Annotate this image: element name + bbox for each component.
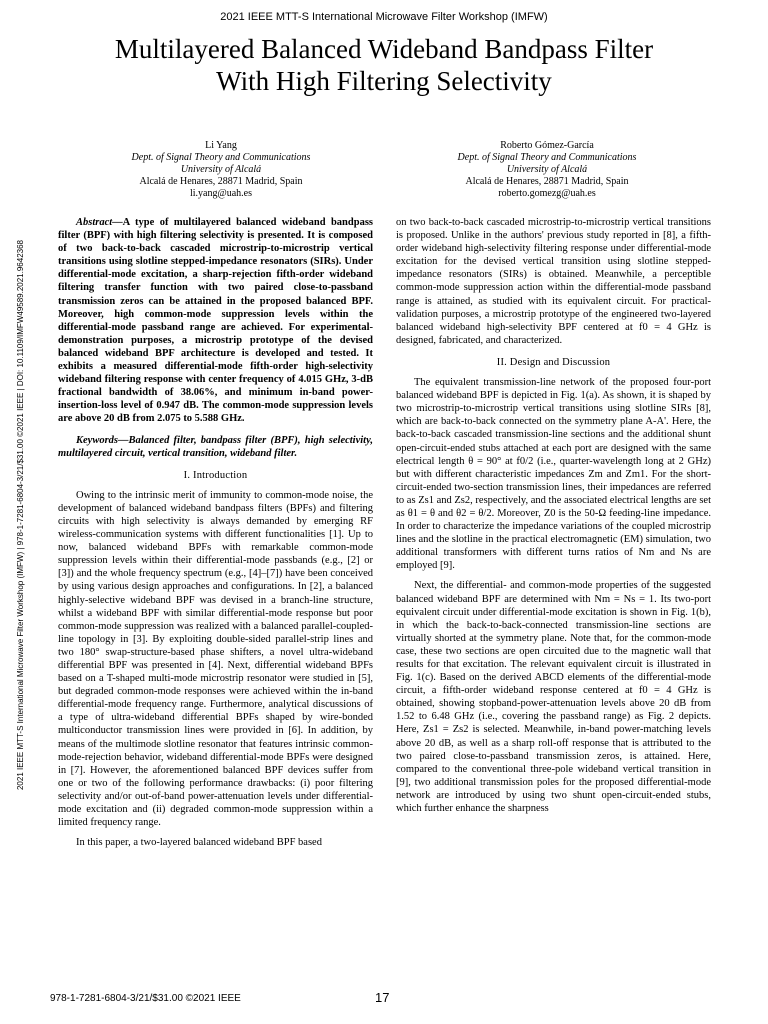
section-heading-introduction: I. Introduction — [183, 469, 248, 481]
author-name: Li Yang — [205, 140, 237, 151]
keywords — [58, 434, 373, 460]
author-block-2 — [397, 140, 697, 200]
keywords-text: —Balanced filter, bandpass filter (BPF), high selectivity, multilayered circuit, vertical transition, wideband filter. — [58, 434, 373, 459]
author-university: University of Alcalá — [506, 164, 588, 175]
author-dept: Dept. of Signal Theory and Communications — [131, 152, 311, 163]
abstract-label: Abstract — [76, 217, 113, 228]
paragraph: Next, the differential- and common-mode properties of the suggested balanced wideband BPF are determined with Nm = Ns = 1. Its two-port equivalent circuit under differential-mode excitation is shown in Fig. 1(b), in which the back-to-back-connected transmission-line sections are virtually shorted at the symmetry plane. Note that, for the common-mode case, these two sections are open circuited due to the magnetic wall that results for that excitation. The relevant equivalent circuit is illustrated in Fig. 1(c). Based on the derived ABCD elements of the differential-mode circuit, a fifth-order wideband response centered at f0 = 4 GHz is obtained, showing stopband-power-attenuation levels above 20 dB from 1.52 to 6.48 GHz (i.e., covering the passband range) as Fig. 2 depicts. Here, Zs1 = Zs2 is selected. Meanwhile, in-band power-matching levels above 20 dB, as well as a sharp roll-off response that is attributed to the two paired close-to-passband transmission zeros, is attained. Here, compared to the conventional three-pole wideband vertical transition in [9], two additional transmission poles for the proposed differential-mode network are introduced by using two shunt open-circuit-ended stubs, which further enhance the sharpness — [396, 580, 711, 815]
author-email: roberto.gomezg@uah.es — [498, 188, 596, 199]
section-heading-design: II. Design and Discussion — [496, 356, 611, 368]
author-email: li.yang@uah.es — [190, 188, 252, 199]
author-city: Alcalá de Henares, 28871 Madrid, Spain — [465, 176, 629, 187]
author-block-1 — [71, 140, 371, 200]
author-dept: Dept. of Signal Theory and Communications — [457, 152, 637, 163]
page-number: 17 — [375, 990, 390, 1005]
keywords-label: Keywords — [76, 434, 118, 446]
author-university: University of Alcalá — [180, 164, 262, 175]
author-name: Roberto Gómez-García — [500, 140, 594, 151]
paragraph: Owing to the intrinsic merit of immunity to common-mode noise, the development of balanced wideband bandpass filters (BPFs) and filtering circuits with high selectivity is always demanded by emerging RF wireless-communication systems with different functionalities [1]. Up to now, balanced wideband BPFs with remarkable common-mode suppression levels within their differential-mode passbands (e.g., [2] or [3]) and the whole frequency spectrum (e.g., [4]–[7]) have been conceived by using various design approaches and configurations. In [2], a balanced highly-selective wideband BPF was devised in a branch-line structure, whilst a wideband BPF with similar differential-mode response but poor common-mode suppression was realized with a balanced parallel-coupled-line topology in [3]. By exploiting double-sided parallel-strip lines and two 180° swap-structure-based phase shifters, a novel ultra-wideband differential BPF was presented in [4]. Next, differential wideband BPFs based on a T-shaped multi-mode microstrip resonator were studied in [5], but degraded common-mode responses were achieved within the in-band differential-mode frequency range. Furthermore, analytical discussions of a type of ultra-wideband differential BPFs shaped by wire-bonded multiconductor transmission lines were provided in [6]. In addition, by means of the multimode slotline resonator that features intrinsic common-mode-rejection behavior, wideband differential-mode BPFs were designed in [7]. However, the aforementioned balanced BPF devices suffer from one or two of the following performance drawbacks: (i) poor filtering selectivity and/or out-of-band power-attenuation levels under differential-mode excitation and (ii) degraded common-mode suppression within a limited frequency range. — [58, 489, 373, 829]
left-column — [58, 216, 373, 849]
paper-title — [40, 33, 728, 97]
conference-header: 2021 IEEE MTT-S International Microwave Filter Workshop (IMFW) — [220, 11, 548, 23]
doi-sidebar: 2021 IEEE MTT-S International Microwave Filter Workshop (IMFW) | 978-1-7281-6804-3/21/$31.00 ©2021 IEEE | DOI: 10.1109/IMFW49589.2021.9642368 — [16, 239, 25, 791]
paragraph: on two back-to-back cascaded microstrip-to-microstrip vertical transitions is proposed. Unlike in the authors' previous study reported in [8], a fifth-order wideband high-selectivity filtering response under differential-mode excitation for the devised vertical transition using slotline stepped-impedance resonators (SIRs) is obtained. Meanwhile, a perceptible common-mode suppression action within the differential-mode passband range is attained, as studied with its equivalent circuit. For practical-validation purposes, a microstrip prototype of the engineered two-layered balanced wideband high-selectivity BPF centered at f0 = 4 GHz is designed, fabricated, and characterized. — [396, 217, 711, 346]
title-line-1: Multilayered Balanced Wideband Bandpass Filter — [114, 34, 654, 64]
author-city: Alcalá de Henares, 28871 Madrid, Spain — [139, 176, 303, 187]
title-line-2: With High Filtering Selectivity — [216, 66, 552, 96]
paragraph: In this paper, a two-layered balanced wideband BPF based — [76, 837, 322, 849]
abstract — [58, 216, 373, 426]
copyright-footer: 978-1-7281-6804-3/21/$31.00 ©2021 IEEE — [50, 993, 241, 1004]
paragraph: The equivalent transmission-line network of the proposed four-port balanced wideband BPF is depicted in Fig. 1(a). As shown, it is shaped by two microstrip-to-microstrip vertical transitions using slotline SIRs [8], which are back-to-back connected on the symmetry plane A-A'. Here, the back-to-back cascaded transmission-line sections and the additional shunt open-circuit-ended stubs attached at each port are designed with the same electrical length θ = 90° at f0/2 (i.e., quarter-wavelength long at 2 GHz) but with different characteristic impedances Zm and Zm1. For the short-circuit-ended two-section transmission lines, their impedances are referred to as Zs1 and Zs2, respectively, and the associated electrical lengths are set as θ1 = θ and θ2 = θ/2. Moreover, Z0 is the 50-Ω feeding-line impedance. In order to characterize the impedance variations of the coupled microstrip lines and the slotline in the practical electromagnetic (EM) simulation, two additional transformers with different turns ratios of Nm and Ns are employed [9]. — [396, 377, 711, 572]
right-column — [396, 216, 711, 815]
abstract-text: —A type of multilayered balanced wideband bandpass filter (BPF) with high filtering selectivity is presented. It is composed of two back-to-back cascaded microstrip-to-microstrip vertical transitions using slotline stepped-impedance resonators (SIRs). Under differential-mode excitation, a sharp-rejection fifth-order wideband filtering transfer function with two paired close-to-passband transmission zeros can be attained in the proposed balanced BPF. Moreover, high common-mode suppression levels within the differential-mode passband range are achieved. For experimental-demonstration purposes, a microstrip prototype of the devised balanced wideband BPF architecture is developed and tested. It exhibits a measured differential-mode fifth-order high-selectivity wideband filtering response with center frequency of 4.015 GHz, 3-dB fractional bandwidth of 38.06%, and minimum in-band power-insertion-loss level of 0.947 dB. The common-mode suppression levels are above 20 dB from 2.075 to 5.588 GHz. — [58, 217, 373, 425]
